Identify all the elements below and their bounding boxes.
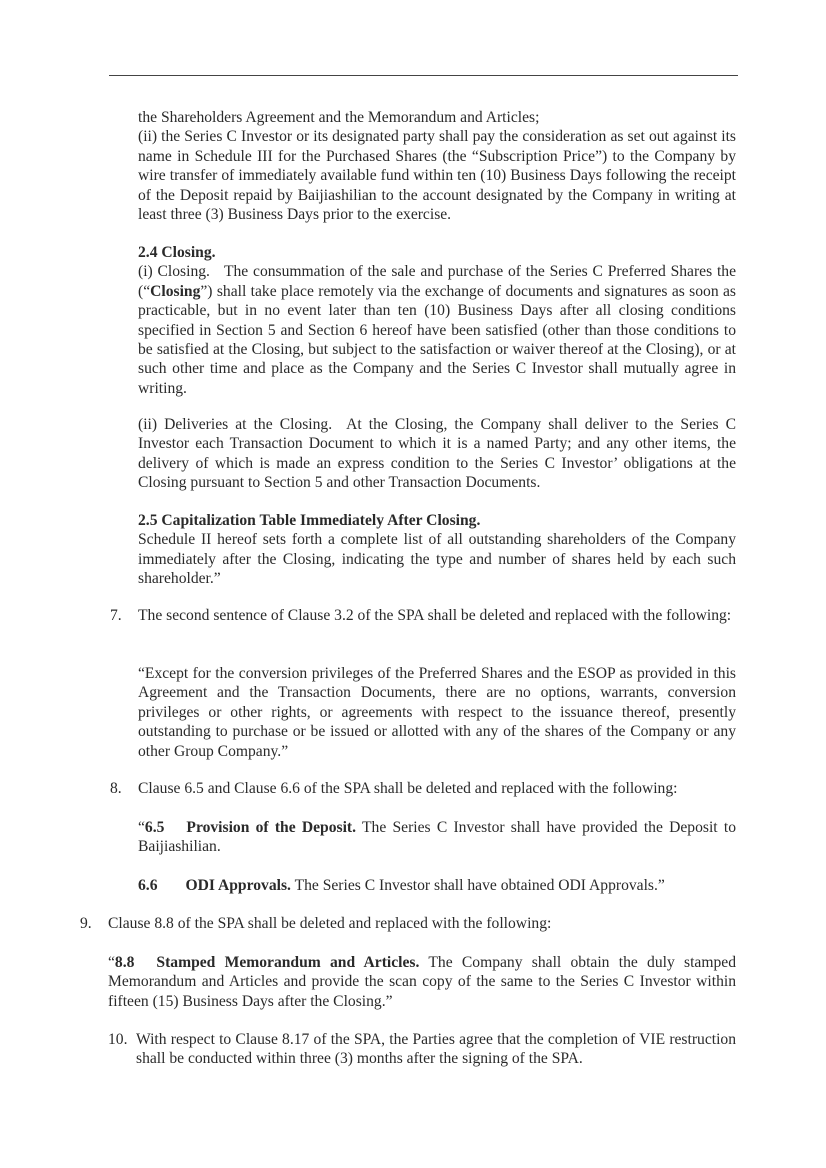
clause-6-5-text: The Series C Investor shall have provided the Deposit to Baijiashilian. bbox=[138, 819, 737, 856]
clause-6-5 bbox=[138, 818, 736, 857]
clause-6-6-text: The Series C Investor shall have obtained ODI Approvals.” bbox=[294, 877, 665, 894]
item-8-number: 8. bbox=[110, 780, 122, 797]
item-10-text: With respect to Clause 8.17 of the SPA, the Parties agree that the completion of VIE restruction shall be conducted within three (3) months after the signing of the SPA. bbox=[136, 1031, 736, 1068]
item-10-number: 10. bbox=[108, 1031, 128, 1048]
item-7-number: 7. bbox=[110, 607, 122, 624]
item-9-number: 9. bbox=[80, 915, 92, 932]
closing-defined-term: Closing bbox=[150, 282, 201, 300]
clause-8-8-number: 8.8 bbox=[114, 954, 135, 971]
section-2-5-paragraph: Schedule II hereof sets forth a complete list of all outstanding shareholders of the Company immediately after the Closing, indicating the type and number of shares held by each such shareholder.” bbox=[138, 531, 736, 588]
clause-6-6-paragraph bbox=[138, 876, 736, 895]
section-2-4-ii bbox=[138, 415, 736, 493]
continuation-line: the Shareholders Agreement and the Memorandum and Articles; bbox=[138, 109, 540, 126]
section-2-5-heading: 2.5 Capitalization Table Immediately After Closing. bbox=[138, 512, 481, 529]
clause-ii-paragraph: (ii) the Series C Investor or its designated party shall pay the consideration as set out against its name in Schedule III for the Purchased Shares (the “Subscription Price”) to the Company by wire transfer of immediately available fund within ten (10) Business Days following the receipt of the Deposit repaid by Baijiashilian to the account designated by the Company in writing at least three (3) Business Days prior to the exercise. bbox=[138, 128, 736, 224]
section-2-5 bbox=[138, 511, 736, 589]
clause-6-5-paragraph: “6.5 Provision of the Deposit. The Series C Investor shall have provided the Deposit to Baijiashilian. bbox=[138, 819, 737, 856]
clause-6-6-heading: ODI Approvals. bbox=[185, 877, 291, 894]
clause-6-6 bbox=[138, 876, 736, 895]
header-rule bbox=[109, 75, 738, 76]
item-7-quote-block bbox=[138, 664, 736, 761]
clause-6-5-number: 6.5 bbox=[144, 819, 165, 836]
item-9-text: Clause 8.8 of the SPA shall be deleted and replaced with the following: bbox=[108, 915, 552, 932]
section-2-4-i-paragraph: (i) Closing. The consummation of the sale and purchase of the Series C Preferred Shares the (“Closing”) shall take place remotely via the exchange of documents and signatures as soon as practicable, but in no event later than ten (10) Business Days after all closing conditions specified in Section 5 and Section 6 hereof have been satisfied (other than those conditions to be satisfied at the Closing, but subject to the satisfaction or waiver thereof at the Closing), or at such other time and place as the Company and the Series C Investor shall mutually agree in writing. bbox=[138, 263, 737, 397]
item-8 bbox=[138, 779, 736, 798]
clause-6-5-heading: Provision of the Deposit. bbox=[186, 819, 357, 836]
section-2-4-heading: 2.4 Closing. bbox=[138, 244, 216, 261]
continuation-block bbox=[138, 108, 736, 224]
item-9 bbox=[108, 914, 736, 933]
section-2-4-ii-paragraph: (ii) Deliveries at the Closing. At the Closing, the Company shall deliver to the Series C Investor each Transaction Document to which it is a named Party; and any other items, the delivery of which is made an express condition to the Series C Investor’ obligations at the Closing pursuant to Section 5 and other Transaction Documents. bbox=[138, 416, 737, 492]
clause-8-8-heading: Stamped Memorandum and Articles. bbox=[156, 954, 420, 971]
clause-8-8 bbox=[108, 953, 736, 1011]
item-8-text: Clause 6.5 and Clause 6.6 of the SPA shall be deleted and replaced with the following: bbox=[138, 780, 678, 797]
section-2-4-ii-label: (ii) Deliveries at the Closing. bbox=[138, 416, 333, 433]
item-7-quote: “Except for the conversion privileges of the Preferred Shares and the ESOP as provided in this Agreement and the Transaction Documents, there are no options, warrants, conversion privileges or other rights, or agreements with respect to the issuance thereof, presently outstanding to purchase or be issued or allotted with any of the shares of the Company or any other Group Company.” bbox=[138, 665, 736, 760]
section-2-4-i-label: (i) Closing. bbox=[138, 263, 210, 281]
clause-6-6-number: 6.6 bbox=[138, 877, 158, 894]
item-7-text: The second sentence of Clause 3.2 of the SPA shall be deleted and replaced with the following: bbox=[138, 607, 732, 624]
item-7 bbox=[138, 606, 736, 625]
section-2-4 bbox=[138, 243, 736, 398]
item-10 bbox=[136, 1030, 736, 1069]
clause-8-8-text: The Company shall obtain the duly stamped Memorandum and Articles and provide the scan copy of the same to the Series C Investor within fifteen (15) Business Days after the Closing.” bbox=[108, 954, 736, 1010]
clause-8-8-paragraph: “8.8 Stamped Memorandum and Articles. The Company shall obtain the duly stamped Memorandum and Articles and provide the scan copy of the same to the Series C Investor within fifteen (15) Business Days after the Closing.” bbox=[108, 954, 736, 1010]
